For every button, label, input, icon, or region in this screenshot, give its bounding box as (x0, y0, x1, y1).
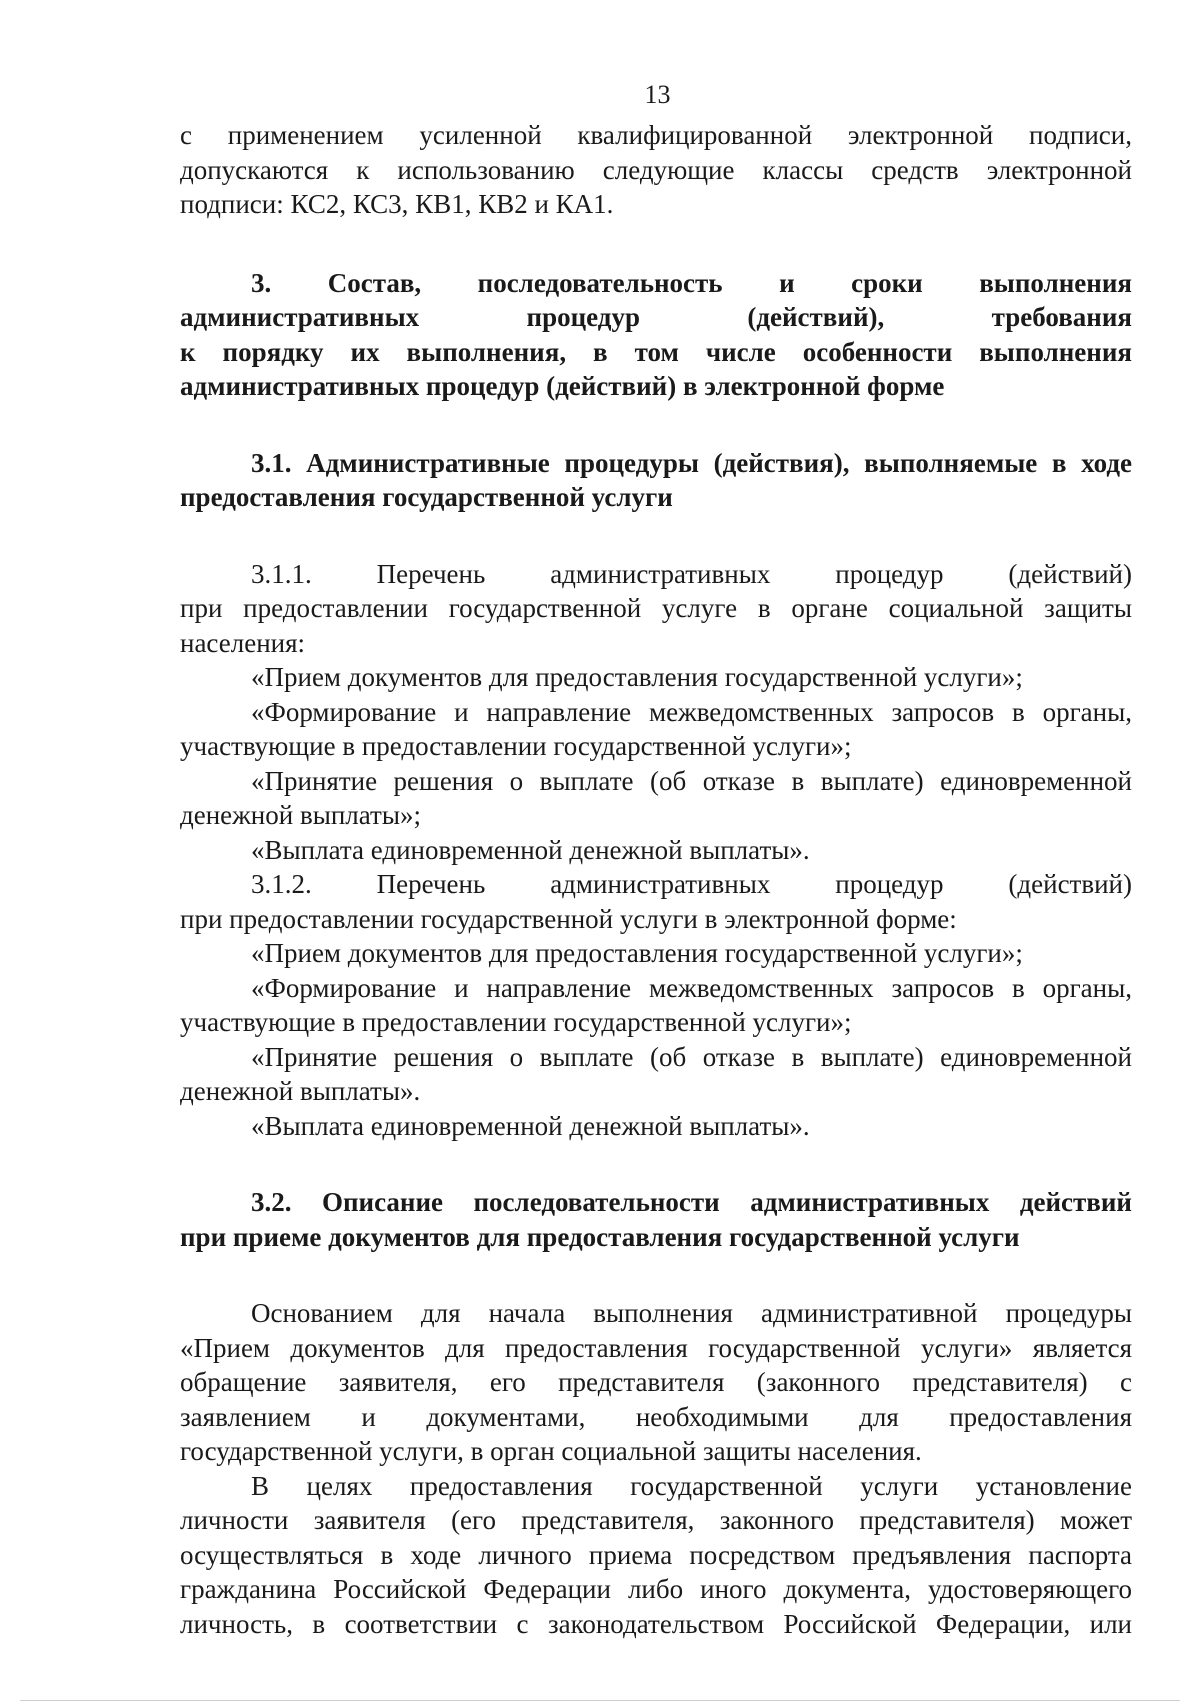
heading-line: 3. Состав, последовательность и сроки выполнения (251, 267, 1132, 298)
text-line: 3.1.2. Перечень административных процедур (действий) (251, 869, 1132, 899)
text-line: при предоставлении государственной услуге в органе социальной защиты (180, 593, 1132, 623)
list-item: «Прием документов для предоставления государственной услуги»; (251, 938, 1023, 968)
text-line: обращение заявителя, его представителя (законного представителя) с (180, 1367, 1132, 1397)
text-line: с применением усиленной квалифицированной электронной подписи, (180, 120, 1132, 150)
text-line: личности заявителя (его представителя, законного представителя) может (180, 1505, 1132, 1535)
heading-line: 3.2. Описание последовательности административных действий (251, 1187, 1132, 1217)
list-item-continuation: денежной выплаты»; (180, 800, 421, 830)
text-line: осуществляться в ходе личного приема посредством предъявления паспорта (180, 1539, 1132, 1570)
list-item: «Прием документов для предоставления государственной услуги»; (251, 662, 1023, 692)
list-item: «Выплата единовременной денежной выплаты». (251, 834, 810, 865)
page-number: 13 (644, 80, 671, 109)
text-line: В целях предоставления государственной услуги установление (251, 1470, 1132, 1501)
heading-line: административных процедур (действий) в электронной форме (180, 371, 945, 401)
text-line: населения: (180, 627, 306, 658)
intro-paragraph (180, 118, 1132, 222)
item-3-1-2 (180, 867, 1132, 936)
list-item: «Формирование и направление межведомственных запросов в органы, (251, 972, 1132, 1003)
text-line: заявлением и документами, необходимыми для предоставления (180, 1401, 1132, 1432)
section-3-heading (180, 266, 1132, 404)
procedure-list-2 (180, 936, 1132, 1143)
item-3-1-1 (180, 557, 1132, 661)
heading-line: при приеме документов для предоставления государственной услуги (180, 1221, 1020, 1252)
list-item-continuation: денежной выплаты». (180, 1076, 421, 1106)
list-item-continuation: участвующие в предоставлении государственной услуги»; (180, 1007, 852, 1037)
text-line: подписи: КС2, КС3, КВ1, КВ2 и КА1. (180, 189, 614, 219)
section-3-2-paragraph-2 (180, 1469, 1132, 1642)
text-line: государственной услуги, в орган социальной защиты населения. (180, 1436, 922, 1466)
page-content (180, 118, 1132, 1641)
list-item: «Принятие решения о выплате (об отказе в выплате) единовременной (251, 765, 1132, 796)
list-item: «Формирование и направление межведомственных запросов в органы, (251, 696, 1132, 727)
text-line: Основанием для начала выполнения административной процедуры (251, 1298, 1132, 1328)
section-3-2-paragraph-1 (180, 1296, 1132, 1469)
section-3-1-heading (180, 446, 1132, 515)
section-3-2-heading (180, 1185, 1132, 1254)
text-line: допускаются к использованию следующие классы средств электронной (180, 154, 1132, 185)
heading-line: административных процедур (действий), требования (180, 302, 1132, 332)
text-line: 3.1.1. Перечень административных процедур (действий) (251, 558, 1132, 589)
heading-line: к порядку их выполнения, в том числе особенности выполнения (180, 336, 1132, 367)
list-item-continuation: участвующие в предоставлении государственной услуги»; (180, 731, 852, 761)
text-line: «Прием документов для предоставления государственной услуги» является (180, 1332, 1132, 1363)
list-item: «Принятие решения о выплате (об отказе в выплате) единовременной (251, 1041, 1132, 1072)
text-line: при предоставлении государственной услуги в электронной форме: (180, 903, 957, 934)
text-line: личность, в соответствии с законодательством Российской Федерации, или (180, 1608, 1132, 1639)
text-line: гражданина Российской Федерации либо иного документа, удостоверяющего (180, 1574, 1132, 1604)
heading-line: предоставления государственной услуги (180, 482, 673, 512)
heading-line: 3.1. Административные процедуры (действия), выполняемые в ходе (251, 447, 1132, 478)
list-item: «Выплата единовременной денежной выплаты». (251, 1110, 810, 1141)
procedure-list-1 (180, 660, 1132, 867)
scan-edge-line (20, 1700, 1180, 1701)
